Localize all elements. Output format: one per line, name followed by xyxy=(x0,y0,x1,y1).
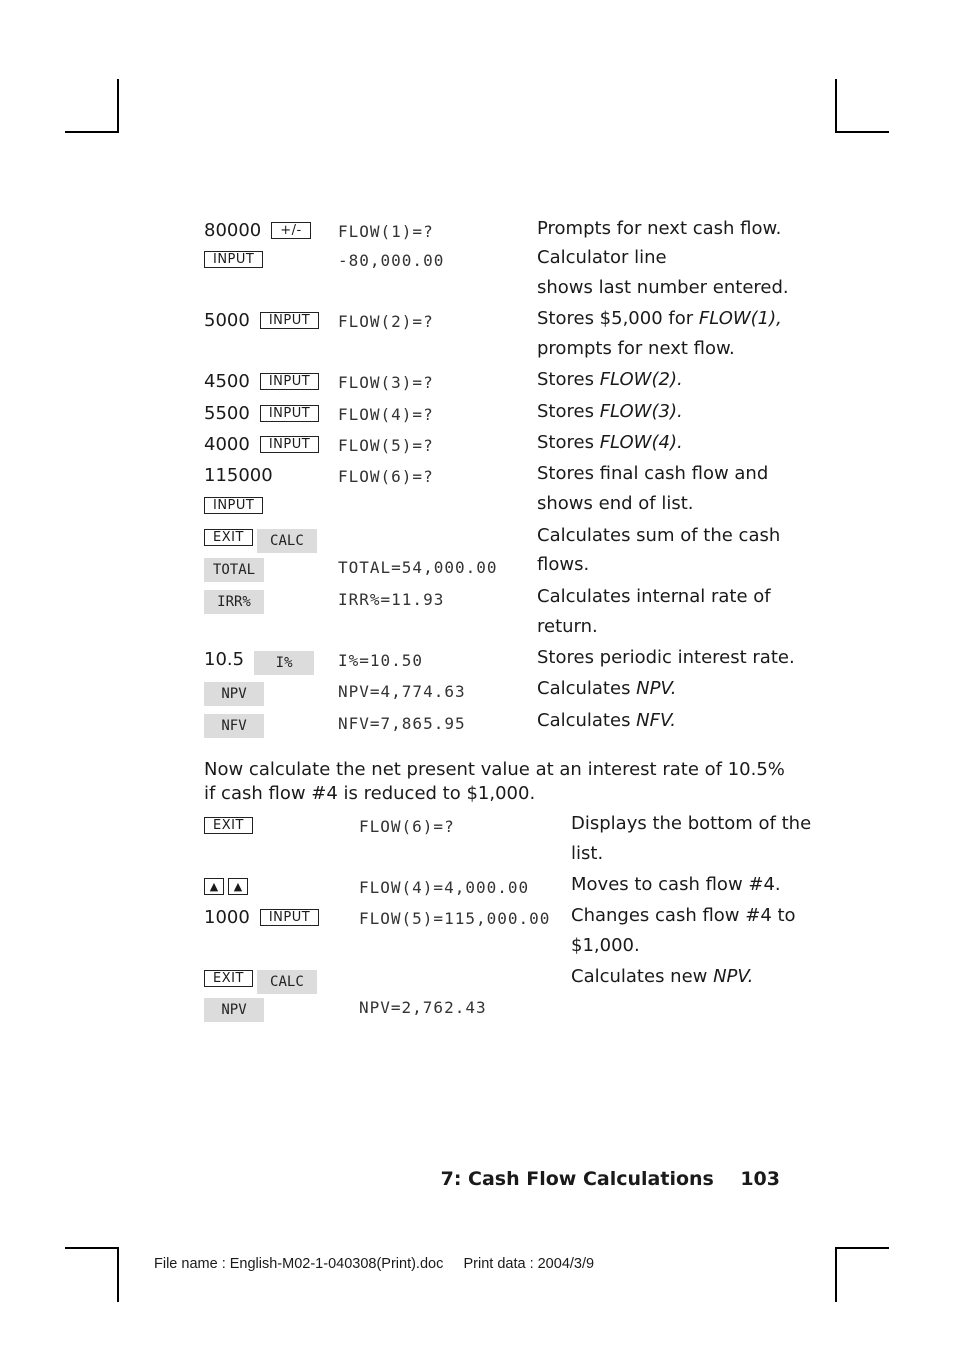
crop-mark xyxy=(835,131,889,133)
crop-mark xyxy=(835,1247,889,1249)
calculator-display: FLOW(4)=4,000.00 xyxy=(359,878,530,897)
key-input-button[interactable]: INPUT xyxy=(260,405,319,422)
description-text: Stores final cash flow and xyxy=(537,463,769,484)
key-exit-button[interactable]: EXIT xyxy=(204,817,253,834)
key-input-button[interactable]: INPUT xyxy=(260,373,319,390)
description xyxy=(537,243,667,273)
table-row xyxy=(0,403,954,433)
description-text: Prompts for next cash flow. xyxy=(537,218,782,239)
up-arrow-key-icon[interactable]: ▲ xyxy=(228,878,248,895)
description xyxy=(537,550,589,580)
description-text: Displays the bottom of the xyxy=(571,813,812,834)
table-row xyxy=(0,845,954,875)
table-row xyxy=(0,588,954,618)
description xyxy=(537,273,789,303)
instruction-paragraph: Now calculate the net present value at an interest rate of 10.5% if cash flow #4 is reduced to $1,000. xyxy=(204,759,785,804)
table-row xyxy=(0,527,954,557)
description xyxy=(537,428,683,458)
description-text: Calculates new xyxy=(571,966,714,987)
keystroke-cell xyxy=(204,310,319,331)
number-entry: 4500 xyxy=(204,371,250,392)
table-row xyxy=(0,649,954,679)
keystroke-cell xyxy=(204,907,319,928)
description xyxy=(537,365,683,395)
description-text: Calculates xyxy=(537,710,637,731)
description-text: shows last number entered. xyxy=(537,277,789,298)
description xyxy=(537,397,683,427)
description-text: NFV. xyxy=(636,710,676,731)
table-row xyxy=(0,340,954,370)
calculator-display: NFV=7,865.95 xyxy=(338,714,466,733)
calculator-display: NPV=2,762.43 xyxy=(359,998,487,1017)
page-footer xyxy=(441,1168,780,1190)
key-input-button[interactable]: INPUT xyxy=(204,251,263,268)
description xyxy=(537,459,768,489)
calculator-display: FLOW(5)=? xyxy=(338,436,434,455)
key---button[interactable]: +/- xyxy=(271,222,310,239)
calculator-display: FLOW(4)=? xyxy=(338,405,434,424)
calculator-display: NPV=4,774.63 xyxy=(338,682,466,701)
table-row xyxy=(0,310,954,340)
keystroke-cell xyxy=(204,527,317,553)
number-entry: 4000 xyxy=(204,434,250,455)
menu-key-total[interactable]: TOTAL xyxy=(204,558,264,582)
description-text: Changes cash flow #4 to xyxy=(571,905,796,926)
table-row xyxy=(0,712,954,742)
key-exit-button[interactable]: EXIT xyxy=(204,970,253,987)
up-arrow-key-icon[interactable]: ▲ xyxy=(204,878,224,895)
description-text: Calculates internal rate of xyxy=(537,586,771,607)
description-text: NPV. xyxy=(636,678,677,699)
keystroke-cell xyxy=(204,968,317,994)
crop-mark xyxy=(835,1247,837,1302)
description-text: Calculates xyxy=(537,678,637,699)
keystroke-cell xyxy=(204,371,319,392)
calculator-display: FLOW(3)=? xyxy=(338,373,434,392)
description-text: FLOW(3). xyxy=(599,401,683,422)
table-row xyxy=(0,907,954,937)
description-text: Calculates sum of the cash xyxy=(537,525,781,546)
calculator-display: TOTAL=54,000.00 xyxy=(338,558,498,577)
key-input-button[interactable]: INPUT xyxy=(260,312,319,329)
number-entry: 1000 xyxy=(204,907,250,928)
description xyxy=(571,809,811,839)
menu-key-nfv[interactable]: NFV xyxy=(204,714,264,738)
description xyxy=(537,643,795,673)
description-text: FLOW(4). xyxy=(599,432,683,453)
menu-key-npv[interactable]: NPV xyxy=(204,998,264,1022)
table-row xyxy=(0,937,954,967)
description-text: flows. xyxy=(537,554,590,575)
calculator-display: FLOW(1)=? xyxy=(338,222,434,241)
keystroke-cell xyxy=(204,556,264,582)
menu-key-i-[interactable]: I% xyxy=(254,651,314,675)
description-text: prompts for next flow. xyxy=(537,338,735,359)
keystroke-cell xyxy=(204,815,253,836)
menu-key-npv[interactable]: NPV xyxy=(204,682,264,706)
description-text: NPV. xyxy=(713,966,754,987)
number-entry: 10.5 xyxy=(204,649,245,670)
keystroke-cell xyxy=(204,495,263,516)
table-row xyxy=(0,618,954,648)
menu-key-calc[interactable]: CALC xyxy=(257,529,317,553)
calculator-display: FLOW(6)=? xyxy=(359,817,455,836)
crop-mark xyxy=(117,79,119,132)
keystroke-cell xyxy=(204,588,264,614)
description-text: Stores xyxy=(537,432,600,453)
keystroke-cell xyxy=(204,465,279,486)
calculator-display: FLOW(2)=? xyxy=(338,312,434,331)
page-number: 103 xyxy=(740,1168,780,1190)
keystroke-cell xyxy=(204,434,319,455)
description-text: Stores xyxy=(537,369,600,390)
number-entry: 80000 xyxy=(204,220,262,241)
keystroke-cell xyxy=(204,876,252,897)
table-row xyxy=(0,556,954,586)
keystroke-cell xyxy=(204,403,319,424)
table-row xyxy=(0,249,954,279)
table-row xyxy=(0,815,954,845)
description xyxy=(537,582,771,612)
calculator-display: FLOW(6)=? xyxy=(338,467,434,486)
crop-mark xyxy=(65,1247,119,1249)
key-input-button[interactable]: INPUT xyxy=(260,436,319,453)
table-row xyxy=(0,465,954,495)
crop-mark xyxy=(117,1247,119,1302)
description xyxy=(537,674,676,704)
file-info: File name : English-M02-1-040308(Print).doc Print data : 2004/3/9 xyxy=(154,1256,595,1272)
calculator-display: -80,000.00 xyxy=(338,251,445,270)
table-row xyxy=(0,495,954,525)
chapter-title: 7: Cash Flow Calculations xyxy=(440,1168,714,1190)
table-row xyxy=(0,680,954,710)
number-entry: 115000 xyxy=(204,465,273,486)
table-row xyxy=(0,876,954,906)
table-row xyxy=(0,279,954,309)
calculator-display: IRR%=11.93 xyxy=(338,590,445,609)
calculator-display: FLOW(5)=115,000.00 xyxy=(359,909,551,928)
number-entry: 5000 xyxy=(204,310,250,331)
description xyxy=(537,489,693,519)
description-text: $1,000. xyxy=(571,935,640,956)
number-entry: 5500 xyxy=(204,403,250,424)
key-exit-button[interactable]: EXIT xyxy=(204,529,253,546)
description-text: list. xyxy=(571,843,604,864)
table-row xyxy=(0,371,954,401)
description xyxy=(537,706,676,736)
crop-mark xyxy=(835,79,837,132)
menu-key-calc[interactable]: CALC xyxy=(257,970,317,994)
description xyxy=(571,870,781,900)
menu-key-irr-[interactable]: IRR% xyxy=(204,590,264,614)
table-row xyxy=(0,968,954,998)
description-text: shows end of list. xyxy=(537,493,694,514)
description-text: Stores $5,000 for xyxy=(537,308,699,329)
table-row xyxy=(0,434,954,464)
description xyxy=(537,521,780,551)
keystroke-cell xyxy=(204,649,314,675)
crop-mark xyxy=(65,131,119,133)
description-text: Moves to cash flow #4. xyxy=(571,874,781,895)
keystroke-cell xyxy=(204,680,264,706)
description xyxy=(537,304,782,334)
description xyxy=(571,962,753,992)
description xyxy=(571,839,603,869)
description-text: return. xyxy=(537,616,598,637)
calculator-display: I%=10.50 xyxy=(338,651,424,670)
key-input-button[interactable]: INPUT xyxy=(260,909,319,926)
description xyxy=(537,334,735,364)
description xyxy=(537,214,781,244)
description-text: Stores periodic interest rate. xyxy=(537,647,795,668)
description-text: Stores xyxy=(537,401,600,422)
table-row xyxy=(0,220,954,250)
table-row xyxy=(0,996,954,1026)
keystroke-cell xyxy=(204,712,264,738)
description xyxy=(537,612,598,642)
description-text: FLOW(1), xyxy=(698,308,782,329)
description xyxy=(571,901,796,931)
description-text: FLOW(2). xyxy=(599,369,683,390)
description-text: Calculator line xyxy=(537,247,667,268)
keystroke-cell xyxy=(204,220,311,241)
description xyxy=(571,931,640,961)
keystroke-cell xyxy=(204,996,264,1022)
key-input-button[interactable]: INPUT xyxy=(204,497,263,514)
keystroke-cell xyxy=(204,249,263,270)
